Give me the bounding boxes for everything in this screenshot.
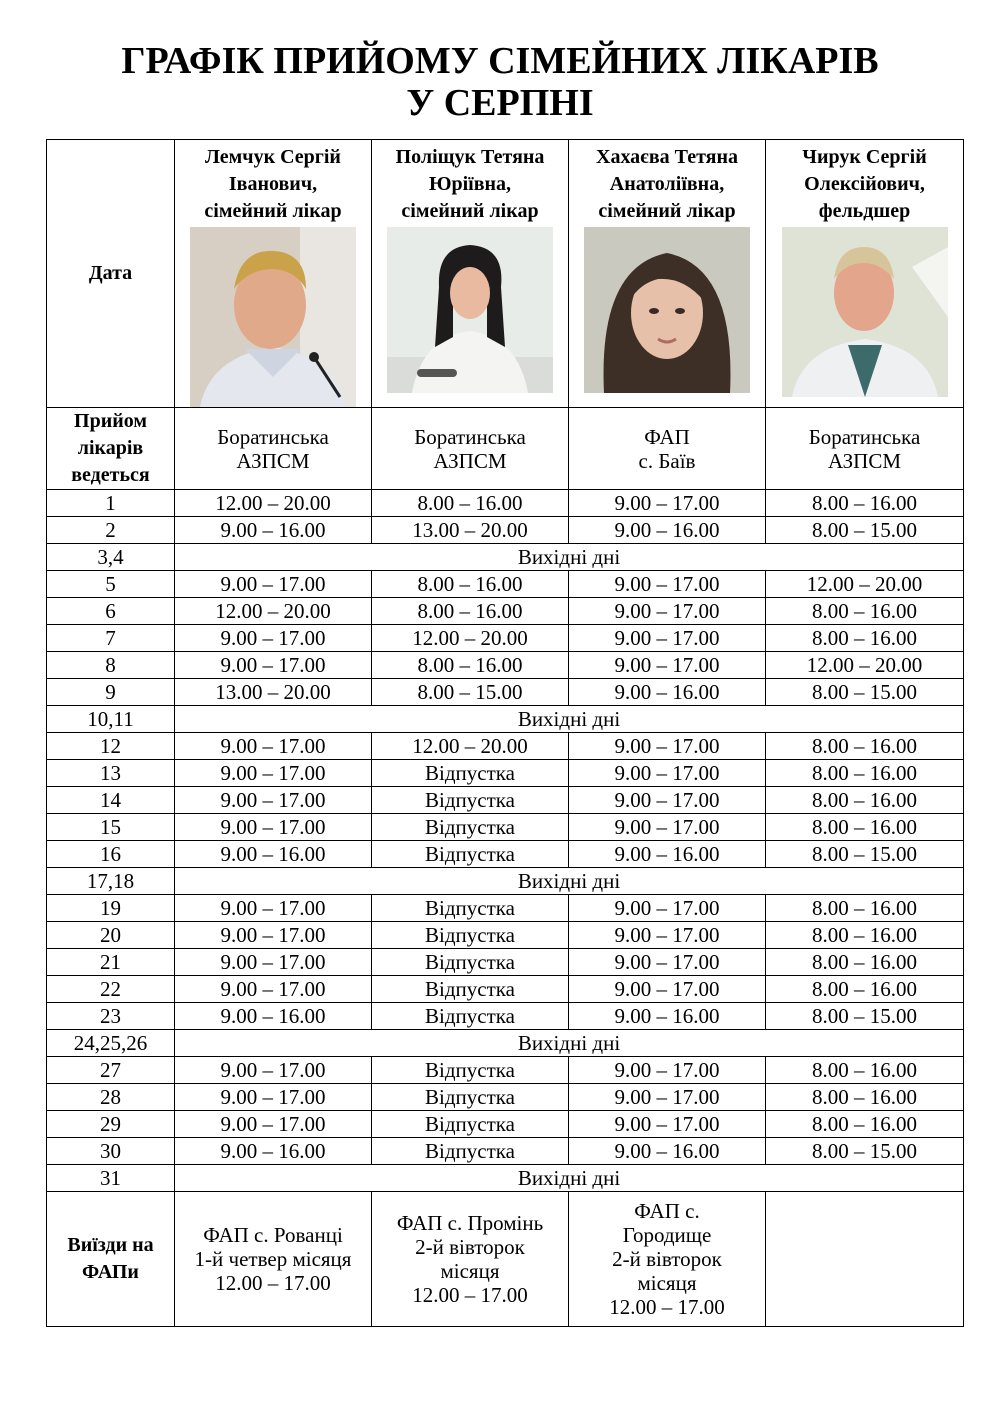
fap-visit-line: 2-й вівторок: [415, 1235, 525, 1259]
time-cell: 12.00 – 20.00: [766, 652, 964, 679]
doctor-photo-woman: [387, 227, 553, 393]
doctor-role-line: фельдшер: [818, 200, 911, 222]
day-cell: 22: [47, 976, 175, 1003]
time-cell: 9.00 – 17.00: [175, 1111, 372, 1138]
doctor-photo-man: [782, 227, 948, 397]
place-line: с. Баїв: [638, 448, 696, 473]
doctor-role-line: сімейний лікар: [204, 200, 342, 222]
day-cell: 13: [47, 760, 175, 787]
day-cell: 14: [47, 787, 175, 814]
doctor-patronymic-line: Анатоліївна,: [609, 173, 725, 195]
fap-visit-cell: [372, 1192, 569, 1327]
day-cell: 8: [47, 652, 175, 679]
doctor-name-line: Лемчук Сергій: [205, 146, 341, 168]
doctor-role-line: сімейний лікар: [401, 200, 539, 222]
schedule-row: [47, 652, 964, 679]
time-cell: 8.00 – 16.00: [766, 976, 964, 1003]
time-cell: 8.00 – 16.00: [766, 949, 964, 976]
time-cell: 8.00 – 15.00: [372, 679, 569, 706]
day-cell: 12: [47, 733, 175, 760]
schedule-row: [47, 490, 964, 517]
day-off-cell: Вихідні дні: [175, 868, 964, 895]
time-cell: 9.00 – 17.00: [175, 625, 372, 652]
time-cell: 8.00 – 16.00: [372, 652, 569, 679]
day-off-row: [47, 544, 964, 571]
day-cell: 21: [47, 949, 175, 976]
time-cell: 9.00 – 17.00: [175, 976, 372, 1003]
fap-visit-line: місяця: [637, 1271, 697, 1295]
place-label-line: ведеться: [71, 464, 150, 486]
time-cell: 8.00 – 15.00: [766, 1003, 964, 1030]
time-cell: 9.00 – 17.00: [175, 760, 372, 787]
schedule-row: [47, 949, 964, 976]
time-cell: 8.00 – 16.00: [766, 895, 964, 922]
time-cell: 9.00 – 17.00: [175, 895, 372, 922]
place-label-cell: [47, 408, 175, 490]
time-cell: Відпустка: [372, 814, 569, 841]
schedule-row: [47, 1138, 964, 1165]
schedule-row: [47, 922, 964, 949]
fap-visit-line: 1-й четвер місяця: [194, 1247, 352, 1271]
time-cell: 13.00 – 20.00: [175, 679, 372, 706]
day-cell: 6: [47, 598, 175, 625]
time-cell: 9.00 – 17.00: [175, 652, 372, 679]
schedule-row: [47, 1057, 964, 1084]
doctor-header-1: [175, 140, 372, 408]
header-row: [47, 140, 964, 408]
time-cell: 13.00 – 20.00: [372, 517, 569, 544]
time-cell: 8.00 – 16.00: [766, 814, 964, 841]
day-off-cell: Вихідні дні: [175, 706, 964, 733]
day-cell: 27: [47, 1057, 175, 1084]
day-cell: 1: [47, 490, 175, 517]
doctor-patronymic-line: Олексійович,: [804, 173, 925, 195]
time-cell: Відпустка: [372, 1084, 569, 1111]
day-cell: 20: [47, 922, 175, 949]
time-cell: 9.00 – 17.00: [569, 1084, 766, 1111]
schedule-row: [47, 976, 964, 1003]
place-label-line: Прийом: [74, 410, 147, 432]
place-label-line: лікарів: [77, 437, 144, 459]
time-cell: 12.00 – 20.00: [175, 598, 372, 625]
time-cell: 8.00 – 16.00: [766, 733, 964, 760]
day-off-row: [47, 1165, 964, 1192]
place-line: Боратинська: [808, 424, 921, 449]
time-cell: 9.00 – 16.00: [569, 841, 766, 868]
date-label: Дата: [88, 262, 133, 284]
place-line: ФАП: [644, 424, 690, 449]
schedule-row: [47, 598, 964, 625]
time-cell: 8.00 – 15.00: [766, 679, 964, 706]
time-cell: 9.00 – 17.00: [569, 760, 766, 787]
schedule-row: [47, 679, 964, 706]
time-cell: Відпустка: [372, 922, 569, 949]
time-cell: 9.00 – 17.00: [175, 949, 372, 976]
day-cell: 10,11: [47, 706, 175, 733]
time-cell: Відпустка: [372, 895, 569, 922]
doctor-name-line: Хахаєва Тетяна: [596, 146, 738, 168]
schedule-row: [47, 625, 964, 652]
schedule-row: [47, 571, 964, 598]
place-cell: [175, 408, 372, 490]
doctor-header-3: [569, 140, 766, 408]
fap-visit-line: місяця: [440, 1259, 500, 1283]
fap-visit-line: Городище: [622, 1223, 712, 1247]
time-cell: Відпустка: [372, 949, 569, 976]
fap-label-cell: [47, 1192, 175, 1327]
place-cell: [372, 408, 569, 490]
time-cell: 9.00 – 17.00: [569, 787, 766, 814]
time-cell: 8.00 – 16.00: [766, 922, 964, 949]
day-cell: 17,18: [47, 868, 175, 895]
time-cell: Відпустка: [372, 1111, 569, 1138]
place-cell: [766, 408, 964, 490]
doctor-header-2: [372, 140, 569, 408]
fap-visit-cell: [766, 1192, 964, 1327]
day-cell: 23: [47, 1003, 175, 1030]
page-title: [0, 40, 1000, 124]
time-cell: Відпустка: [372, 760, 569, 787]
doctor-photo-man: [190, 227, 356, 407]
doctor-patronymic-line: Іванович,: [228, 173, 318, 195]
time-cell: 12.00 – 20.00: [372, 733, 569, 760]
fap-visits-row: [47, 1192, 964, 1327]
day-off-row: [47, 706, 964, 733]
place-line: Боратинська: [217, 424, 329, 449]
time-cell: 9.00 – 17.00: [569, 625, 766, 652]
fap-visit-line: ФАП с. Рованці: [203, 1223, 343, 1247]
time-cell: 9.00 – 17.00: [569, 490, 766, 517]
time-cell: 8.00 – 16.00: [766, 598, 964, 625]
time-cell: 9.00 – 17.00: [569, 733, 766, 760]
time-cell: 9.00 – 16.00: [175, 1138, 372, 1165]
time-cell: 8.00 – 15.00: [766, 517, 964, 544]
time-cell: Відпустка: [372, 841, 569, 868]
time-cell: Відпустка: [372, 1003, 569, 1030]
time-cell: 8.00 – 16.00: [766, 490, 964, 517]
schedule-row: [47, 1084, 964, 1111]
schedule-row: [47, 1111, 964, 1138]
time-cell: 9.00 – 17.00: [569, 598, 766, 625]
time-cell: 12.00 – 20.00: [175, 490, 372, 517]
time-cell: 9.00 – 17.00: [175, 1057, 372, 1084]
time-cell: 8.00 – 16.00: [372, 598, 569, 625]
fap-visit-line: ФАП с. Промінь: [396, 1211, 544, 1235]
day-cell: 5: [47, 571, 175, 598]
place-line: АЗПСМ: [433, 448, 507, 473]
doctor-name-line: Поліщук Тетяна: [395, 146, 545, 168]
fap-visit-cell: [569, 1192, 766, 1327]
time-cell: 9.00 – 17.00: [569, 895, 766, 922]
day-off-cell: Вихідні дні: [175, 1165, 964, 1192]
fap-label-line: Виїзди на: [67, 1234, 154, 1256]
day-cell: 29: [47, 1111, 175, 1138]
time-cell: 8.00 – 16.00: [766, 760, 964, 787]
day-cell: 3,4: [47, 544, 175, 571]
time-cell: Відпустка: [372, 1138, 569, 1165]
place-line: Боратинська: [414, 424, 526, 449]
time-cell: 8.00 – 15.00: [766, 1138, 964, 1165]
time-cell: 8.00 – 16.00: [372, 571, 569, 598]
time-cell: 9.00 – 16.00: [175, 1003, 372, 1030]
fap-label-line: ФАПи: [82, 1261, 139, 1283]
time-cell: Відпустка: [372, 976, 569, 1003]
time-cell: 8.00 – 16.00: [766, 787, 964, 814]
time-cell: 9.00 – 17.00: [569, 571, 766, 598]
doctor-patronymic-line: Юріївна,: [428, 173, 512, 195]
time-cell: 9.00 – 17.00: [569, 949, 766, 976]
time-cell: 9.00 – 16.00: [175, 841, 372, 868]
time-cell: 8.00 – 16.00: [766, 1084, 964, 1111]
day-cell: 2: [47, 517, 175, 544]
time-cell: 9.00 – 17.00: [569, 1111, 766, 1138]
day-off-row: [47, 868, 964, 895]
schedule-row: [47, 895, 964, 922]
schedule-row: [47, 517, 964, 544]
doctor-role-line: сімейний лікар: [598, 200, 736, 222]
time-cell: 12.00 – 20.00: [766, 571, 964, 598]
schedule-row: [47, 733, 964, 760]
time-cell: 9.00 – 17.00: [175, 1084, 372, 1111]
time-cell: 8.00 – 16.00: [766, 625, 964, 652]
time-cell: 9.00 – 17.00: [569, 814, 766, 841]
schedule-row: [47, 814, 964, 841]
fap-visit-line: ФАП с.: [634, 1199, 700, 1223]
fap-visit-line: 12.00 – 17.00: [412, 1283, 528, 1307]
schedule-row: [47, 1003, 964, 1030]
fap-visit-line: 12.00 – 17.00: [215, 1271, 331, 1295]
time-cell: 8.00 – 15.00: [766, 841, 964, 868]
time-cell: 8.00 – 16.00: [766, 1111, 964, 1138]
schedule-row: [47, 760, 964, 787]
day-cell: 31: [47, 1165, 175, 1192]
place-row: [47, 408, 964, 490]
time-cell: Відпустка: [372, 787, 569, 814]
time-cell: 8.00 – 16.00: [766, 1057, 964, 1084]
day-cell: 24,25,26: [47, 1030, 175, 1057]
time-cell: 9.00 – 17.00: [175, 814, 372, 841]
place-line: АЗПСМ: [236, 448, 310, 473]
doctor-name-line: Чирук Сергій: [802, 146, 927, 168]
time-cell: 9.00 – 16.00: [569, 1138, 766, 1165]
time-cell: Відпустка: [372, 1057, 569, 1084]
doctor-header-4: [766, 140, 964, 408]
time-cell: 9.00 – 17.00: [175, 571, 372, 598]
day-cell: 19: [47, 895, 175, 922]
title-line-1: ГРАФІК ПРИЙОМУ СІМЕЙНИХ ЛІКАРІВ: [121, 40, 879, 82]
time-cell: 9.00 – 16.00: [175, 517, 372, 544]
day-off-row: [47, 1030, 964, 1057]
time-cell: 9.00 – 17.00: [175, 922, 372, 949]
day-cell: 7: [47, 625, 175, 652]
day-cell: 9: [47, 679, 175, 706]
time-cell: 12.00 – 20.00: [372, 625, 569, 652]
day-cell: 15: [47, 814, 175, 841]
time-cell: 9.00 – 17.00: [569, 976, 766, 1003]
fap-visit-line: 2-й вівторок: [612, 1247, 722, 1271]
time-cell: 9.00 – 17.00: [569, 922, 766, 949]
time-cell: 8.00 – 16.00: [372, 490, 569, 517]
schedule-row: [47, 787, 964, 814]
time-cell: 9.00 – 17.00: [175, 733, 372, 760]
title-line-2: У СЕРПНІ: [406, 82, 594, 124]
place-line: АЗПСМ: [827, 448, 901, 473]
time-cell: 9.00 – 17.00: [175, 787, 372, 814]
day-cell: 30: [47, 1138, 175, 1165]
time-cell: 9.00 – 17.00: [569, 1057, 766, 1084]
time-cell: 9.00 – 16.00: [569, 517, 766, 544]
day-off-cell: Вихідні дні: [175, 1030, 964, 1057]
doctor-photo-woman: [584, 227, 750, 393]
date-header-cell: [47, 140, 175, 408]
time-cell: 9.00 – 16.00: [569, 679, 766, 706]
fap-visit-line: 12.00 – 17.00: [609, 1295, 725, 1319]
time-cell: 9.00 – 16.00: [569, 1003, 766, 1030]
day-off-cell: Вихідні дні: [175, 544, 964, 571]
time-cell: 9.00 – 17.00: [569, 652, 766, 679]
day-cell: 16: [47, 841, 175, 868]
schedule-table: [46, 139, 964, 1327]
schedule-row: [47, 841, 964, 868]
day-cell: 28: [47, 1084, 175, 1111]
place-cell: [569, 408, 766, 490]
fap-visit-cell: [175, 1192, 372, 1327]
